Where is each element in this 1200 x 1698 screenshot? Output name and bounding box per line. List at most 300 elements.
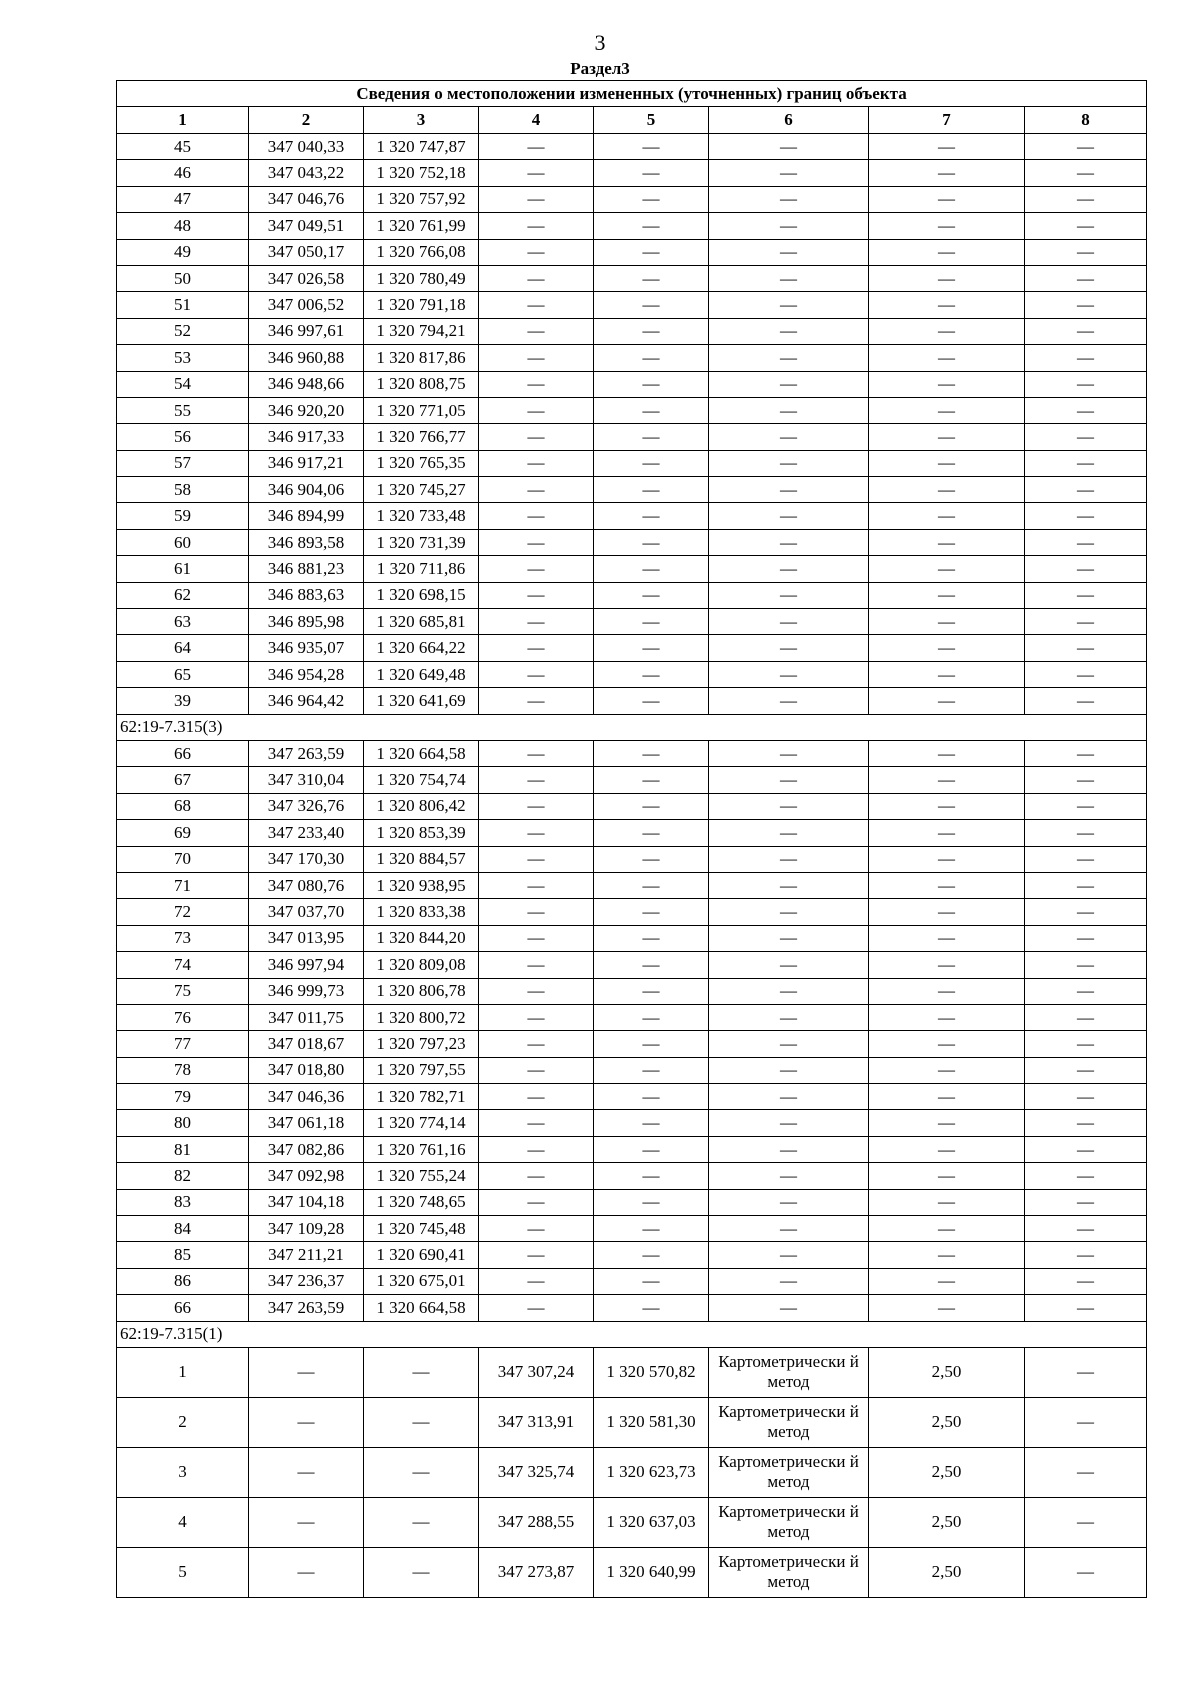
table-row bbox=[117, 1136, 1147, 1162]
coord-x: 347 263,59 bbox=[249, 1295, 364, 1321]
table-row bbox=[117, 450, 1147, 476]
empty-dash: — bbox=[594, 793, 709, 819]
table-row bbox=[117, 186, 1147, 212]
empty-dash: — bbox=[869, 477, 1025, 503]
parcel-section-row bbox=[117, 714, 1147, 740]
empty-dash: — bbox=[364, 1447, 479, 1497]
column-number-row bbox=[117, 107, 1147, 134]
empty-dash: — bbox=[709, 1189, 869, 1215]
empty-dash: — bbox=[869, 160, 1025, 186]
determination-method: Картометрически й метод bbox=[709, 1497, 869, 1547]
coord-x: 346 964,42 bbox=[249, 688, 364, 714]
empty-dash: — bbox=[709, 767, 869, 793]
empty-dash: — bbox=[479, 318, 594, 344]
coord-y: 1 320 664,58 bbox=[364, 1295, 479, 1321]
empty-dash: — bbox=[869, 318, 1025, 344]
empty-dash: — bbox=[479, 1136, 594, 1162]
empty-dash: — bbox=[594, 1268, 709, 1294]
coord-y: 1 320 774,14 bbox=[364, 1110, 479, 1136]
empty-dash: — bbox=[594, 134, 709, 160]
empty-dash: — bbox=[709, 1268, 869, 1294]
empty-dash: — bbox=[869, 899, 1025, 925]
point-number: 47 bbox=[117, 186, 249, 212]
column-header: 8 bbox=[1025, 107, 1147, 134]
coord-x: 347 104,18 bbox=[249, 1189, 364, 1215]
coord-y: 1 320 782,71 bbox=[364, 1084, 479, 1110]
empty-dash: — bbox=[249, 1447, 364, 1497]
coord-y: 1 320 833,38 bbox=[364, 899, 479, 925]
accuracy-value: 2,50 bbox=[869, 1547, 1025, 1597]
table-title-row bbox=[117, 81, 1147, 107]
table-row bbox=[117, 793, 1147, 819]
table-title: Сведения о местоположении измененных (уточненных) границ объекта bbox=[117, 81, 1147, 107]
empty-dash: — bbox=[479, 899, 594, 925]
coord-y: 1 320 664,22 bbox=[364, 635, 479, 661]
new-coord-y: 1 320 640,99 bbox=[594, 1547, 709, 1597]
empty-dash: — bbox=[869, 740, 1025, 766]
accuracy-value: 2,50 bbox=[869, 1497, 1025, 1547]
coord-x: 346 893,58 bbox=[249, 529, 364, 555]
empty-dash: — bbox=[479, 1110, 594, 1136]
empty-dash: — bbox=[479, 767, 594, 793]
table-row bbox=[117, 239, 1147, 265]
coord-x: 347 233,40 bbox=[249, 820, 364, 846]
empty-dash: — bbox=[709, 213, 869, 239]
point-number: 81 bbox=[117, 1136, 249, 1162]
coord-x: 346 960,88 bbox=[249, 345, 364, 371]
coord-y: 1 320 808,75 bbox=[364, 371, 479, 397]
empty-dash: — bbox=[594, 1031, 709, 1057]
empty-dash: — bbox=[594, 186, 709, 212]
empty-dash: — bbox=[869, 1216, 1025, 1242]
point-number: 85 bbox=[117, 1242, 249, 1268]
empty-dash: — bbox=[869, 1110, 1025, 1136]
empty-dash: — bbox=[1025, 1004, 1147, 1030]
empty-dash: — bbox=[1025, 1547, 1147, 1597]
empty-dash: — bbox=[1025, 371, 1147, 397]
empty-dash: — bbox=[709, 846, 869, 872]
accuracy-value: 2,50 bbox=[869, 1447, 1025, 1497]
empty-dash: — bbox=[1025, 1268, 1147, 1294]
table-row bbox=[117, 978, 1147, 1004]
empty-dash: — bbox=[869, 1189, 1025, 1215]
empty-dash: — bbox=[364, 1547, 479, 1597]
empty-dash: — bbox=[479, 661, 594, 687]
table-row bbox=[117, 1057, 1147, 1083]
empty-dash: — bbox=[249, 1497, 364, 1547]
table-row bbox=[117, 1397, 1147, 1447]
table-row bbox=[117, 160, 1147, 186]
point-number: 82 bbox=[117, 1163, 249, 1189]
empty-dash: — bbox=[709, 1110, 869, 1136]
table-row bbox=[117, 213, 1147, 239]
coord-x: 347 018,80 bbox=[249, 1057, 364, 1083]
table-row bbox=[117, 1295, 1147, 1321]
coord-x: 346 917,21 bbox=[249, 450, 364, 476]
coord-y: 1 320 698,15 bbox=[364, 582, 479, 608]
coord-y: 1 320 771,05 bbox=[364, 397, 479, 423]
parcel-section-row bbox=[117, 1321, 1147, 1347]
table-row bbox=[117, 635, 1147, 661]
point-number: 69 bbox=[117, 820, 249, 846]
empty-dash: — bbox=[869, 371, 1025, 397]
point-number: 83 bbox=[117, 1189, 249, 1215]
empty-dash: — bbox=[1025, 872, 1147, 898]
point-number: 62 bbox=[117, 582, 249, 608]
table-row bbox=[117, 952, 1147, 978]
empty-dash: — bbox=[1025, 1189, 1147, 1215]
empty-dash: — bbox=[479, 740, 594, 766]
new-coord-x: 347 313,91 bbox=[479, 1397, 594, 1447]
table-row bbox=[117, 1497, 1147, 1547]
empty-dash: — bbox=[709, 820, 869, 846]
empty-dash: — bbox=[594, 582, 709, 608]
empty-dash: — bbox=[594, 1136, 709, 1162]
point-number: 52 bbox=[117, 318, 249, 344]
coord-x: 347 049,51 bbox=[249, 213, 364, 239]
empty-dash: — bbox=[869, 1268, 1025, 1294]
empty-dash: — bbox=[869, 292, 1025, 318]
empty-dash: — bbox=[1025, 477, 1147, 503]
table-row bbox=[117, 1216, 1147, 1242]
coord-x: 347 018,67 bbox=[249, 1031, 364, 1057]
point-number: 68 bbox=[117, 793, 249, 819]
coord-x: 346 894,99 bbox=[249, 503, 364, 529]
point-number: 64 bbox=[117, 635, 249, 661]
coord-x: 346 895,98 bbox=[249, 609, 364, 635]
point-number: 3 bbox=[117, 1447, 249, 1497]
coord-y: 1 320 817,86 bbox=[364, 345, 479, 371]
coord-y: 1 320 649,48 bbox=[364, 661, 479, 687]
coord-y: 1 320 641,69 bbox=[364, 688, 479, 714]
empty-dash: — bbox=[1025, 1447, 1147, 1497]
empty-dash: — bbox=[479, 688, 594, 714]
empty-dash: — bbox=[1025, 688, 1147, 714]
empty-dash: — bbox=[869, 609, 1025, 635]
point-number: 61 bbox=[117, 556, 249, 582]
empty-dash: — bbox=[594, 477, 709, 503]
coord-x: 347 170,30 bbox=[249, 846, 364, 872]
coord-y: 1 320 761,99 bbox=[364, 213, 479, 239]
table-row bbox=[117, 1347, 1147, 1397]
empty-dash: — bbox=[869, 872, 1025, 898]
coord-x: 346 883,63 bbox=[249, 582, 364, 608]
point-number: 53 bbox=[117, 345, 249, 371]
empty-dash: — bbox=[869, 1136, 1025, 1162]
empty-dash: — bbox=[364, 1397, 479, 1447]
point-number: 54 bbox=[117, 371, 249, 397]
empty-dash: — bbox=[869, 1084, 1025, 1110]
empty-dash: — bbox=[1025, 1216, 1147, 1242]
empty-dash: — bbox=[709, 1295, 869, 1321]
point-number: 70 bbox=[117, 846, 249, 872]
empty-dash: — bbox=[594, 397, 709, 423]
empty-dash: — bbox=[709, 239, 869, 265]
coord-x: 346 904,06 bbox=[249, 477, 364, 503]
empty-dash: — bbox=[594, 1295, 709, 1321]
new-coord-x: 347 325,74 bbox=[479, 1447, 594, 1497]
table-row bbox=[117, 1004, 1147, 1030]
coord-x: 347 040,33 bbox=[249, 134, 364, 160]
empty-dash: — bbox=[479, 846, 594, 872]
empty-dash: — bbox=[709, 582, 869, 608]
empty-dash: — bbox=[1025, 239, 1147, 265]
empty-dash: — bbox=[709, 397, 869, 423]
point-number: 66 bbox=[117, 740, 249, 766]
empty-dash: — bbox=[709, 925, 869, 951]
point-number: 4 bbox=[117, 1497, 249, 1547]
boundary-coordinates-table bbox=[116, 80, 1147, 1598]
empty-dash: — bbox=[709, 1084, 869, 1110]
parcel-section-label: 62:19-7.315(1) bbox=[117, 1321, 1147, 1347]
empty-dash: — bbox=[479, 186, 594, 212]
empty-dash: — bbox=[594, 872, 709, 898]
empty-dash: — bbox=[869, 925, 1025, 951]
table-row bbox=[117, 609, 1147, 635]
empty-dash: — bbox=[1025, 424, 1147, 450]
empty-dash: — bbox=[869, 1242, 1025, 1268]
point-number: 80 bbox=[117, 1110, 249, 1136]
table-row bbox=[117, 740, 1147, 766]
empty-dash: — bbox=[709, 978, 869, 1004]
coord-x: 347 043,22 bbox=[249, 160, 364, 186]
empty-dash: — bbox=[709, 688, 869, 714]
empty-dash: — bbox=[479, 503, 594, 529]
empty-dash: — bbox=[594, 318, 709, 344]
table-row bbox=[117, 1189, 1147, 1215]
accuracy-value: 2,50 bbox=[869, 1347, 1025, 1397]
point-number: 78 bbox=[117, 1057, 249, 1083]
empty-dash: — bbox=[709, 952, 869, 978]
empty-dash: — bbox=[709, 1242, 869, 1268]
empty-dash: — bbox=[1025, 1347, 1147, 1397]
empty-dash: — bbox=[1025, 265, 1147, 291]
empty-dash: — bbox=[869, 635, 1025, 661]
point-number: 77 bbox=[117, 1031, 249, 1057]
empty-dash: — bbox=[594, 160, 709, 186]
new-coord-x: 347 307,24 bbox=[479, 1347, 594, 1397]
empty-dash: — bbox=[1025, 767, 1147, 793]
empty-dash: — bbox=[709, 371, 869, 397]
empty-dash: — bbox=[1025, 292, 1147, 318]
point-number: 66 bbox=[117, 1295, 249, 1321]
empty-dash: — bbox=[1025, 740, 1147, 766]
empty-dash: — bbox=[869, 661, 1025, 687]
empty-dash: — bbox=[869, 503, 1025, 529]
empty-dash: — bbox=[479, 1004, 594, 1030]
coord-y: 1 320 761,16 bbox=[364, 1136, 479, 1162]
table-row bbox=[117, 397, 1147, 423]
empty-dash: — bbox=[594, 952, 709, 978]
empty-dash: — bbox=[709, 160, 869, 186]
column-header: 6 bbox=[709, 107, 869, 134]
empty-dash: — bbox=[709, 345, 869, 371]
column-header: 3 bbox=[364, 107, 479, 134]
coord-x: 347 061,18 bbox=[249, 1110, 364, 1136]
empty-dash: — bbox=[594, 239, 709, 265]
empty-dash: — bbox=[869, 952, 1025, 978]
determination-method: Картометрически й метод bbox=[709, 1447, 869, 1497]
empty-dash: — bbox=[594, 450, 709, 476]
empty-dash: — bbox=[869, 529, 1025, 555]
new-coord-x: 347 273,87 bbox=[479, 1547, 594, 1597]
coord-x: 347 050,17 bbox=[249, 239, 364, 265]
coord-x: 346 920,20 bbox=[249, 397, 364, 423]
coord-y: 1 320 797,23 bbox=[364, 1031, 479, 1057]
table-row bbox=[117, 1110, 1147, 1136]
coord-x: 346 997,61 bbox=[249, 318, 364, 344]
table-row bbox=[117, 1084, 1147, 1110]
coord-y: 1 320 711,86 bbox=[364, 556, 479, 582]
empty-dash: — bbox=[869, 767, 1025, 793]
determination-method: Картометрически й метод bbox=[709, 1397, 869, 1447]
coord-x: 347 011,75 bbox=[249, 1004, 364, 1030]
empty-dash: — bbox=[1025, 318, 1147, 344]
coord-x: 347 211,21 bbox=[249, 1242, 364, 1268]
empty-dash: — bbox=[869, 1163, 1025, 1189]
empty-dash: — bbox=[1025, 635, 1147, 661]
empty-dash: — bbox=[594, 1189, 709, 1215]
coord-y: 1 320 844,20 bbox=[364, 925, 479, 951]
empty-dash: — bbox=[594, 1110, 709, 1136]
empty-dash: — bbox=[479, 371, 594, 397]
coord-y: 1 320 938,95 bbox=[364, 872, 479, 898]
empty-dash: — bbox=[594, 1163, 709, 1189]
empty-dash: — bbox=[1025, 529, 1147, 555]
coord-y: 1 320 853,39 bbox=[364, 820, 479, 846]
point-number: 84 bbox=[117, 1216, 249, 1242]
empty-dash: — bbox=[594, 292, 709, 318]
empty-dash: — bbox=[709, 740, 869, 766]
point-number: 56 bbox=[117, 424, 249, 450]
accuracy-value: 2,50 bbox=[869, 1397, 1025, 1447]
empty-dash: — bbox=[479, 160, 594, 186]
table-row bbox=[117, 424, 1147, 450]
new-coord-y: 1 320 623,73 bbox=[594, 1447, 709, 1497]
empty-dash: — bbox=[479, 978, 594, 1004]
empty-dash: — bbox=[1025, 1497, 1147, 1547]
coord-x: 346 999,73 bbox=[249, 978, 364, 1004]
column-header: 7 bbox=[869, 107, 1025, 134]
empty-dash: — bbox=[479, 635, 594, 661]
table-row bbox=[117, 1268, 1147, 1294]
empty-dash: — bbox=[594, 767, 709, 793]
empty-dash: — bbox=[594, 1004, 709, 1030]
empty-dash: — bbox=[594, 609, 709, 635]
empty-dash: — bbox=[594, 899, 709, 925]
empty-dash: — bbox=[869, 345, 1025, 371]
coord-x: 347 046,36 bbox=[249, 1084, 364, 1110]
coord-y: 1 320 748,65 bbox=[364, 1189, 479, 1215]
table-row bbox=[117, 1447, 1147, 1497]
empty-dash: — bbox=[479, 239, 594, 265]
column-header: 4 bbox=[479, 107, 594, 134]
empty-dash: — bbox=[1025, 186, 1147, 212]
empty-dash: — bbox=[1025, 345, 1147, 371]
table-row bbox=[117, 265, 1147, 291]
determination-method: Картометрически й метод bbox=[709, 1547, 869, 1597]
empty-dash: — bbox=[594, 265, 709, 291]
empty-dash: — bbox=[1025, 1110, 1147, 1136]
point-number: 46 bbox=[117, 160, 249, 186]
empty-dash: — bbox=[479, 1268, 594, 1294]
coord-x: 346 917,33 bbox=[249, 424, 364, 450]
empty-dash: — bbox=[869, 265, 1025, 291]
empty-dash: — bbox=[1025, 1397, 1147, 1447]
point-number: 5 bbox=[117, 1547, 249, 1597]
point-number: 60 bbox=[117, 529, 249, 555]
empty-dash: — bbox=[479, 1057, 594, 1083]
parcel-section-label: 62:19-7.315(3) bbox=[117, 714, 1147, 740]
coord-y: 1 320 794,21 bbox=[364, 318, 479, 344]
table-row bbox=[117, 556, 1147, 582]
empty-dash: — bbox=[479, 424, 594, 450]
empty-dash: — bbox=[869, 239, 1025, 265]
empty-dash: — bbox=[249, 1547, 364, 1597]
table-row bbox=[117, 134, 1147, 160]
empty-dash: — bbox=[709, 635, 869, 661]
empty-dash: — bbox=[1025, 1163, 1147, 1189]
empty-dash: — bbox=[479, 265, 594, 291]
coord-y: 1 320 675,01 bbox=[364, 1268, 479, 1294]
coord-y: 1 320 791,18 bbox=[364, 292, 479, 318]
empty-dash: — bbox=[709, 1163, 869, 1189]
empty-dash: — bbox=[1025, 503, 1147, 529]
point-number: 48 bbox=[117, 213, 249, 239]
empty-dash: — bbox=[709, 265, 869, 291]
table-row bbox=[117, 688, 1147, 714]
coord-y: 1 320 664,58 bbox=[364, 740, 479, 766]
empty-dash: — bbox=[1025, 1136, 1147, 1162]
point-number: 55 bbox=[117, 397, 249, 423]
table-row bbox=[117, 582, 1147, 608]
empty-dash: — bbox=[479, 582, 594, 608]
coord-x: 347 046,76 bbox=[249, 186, 364, 212]
empty-dash: — bbox=[479, 529, 594, 555]
empty-dash: — bbox=[1025, 1084, 1147, 1110]
empty-dash: — bbox=[479, 925, 594, 951]
table-row bbox=[117, 661, 1147, 687]
coord-x: 347 037,70 bbox=[249, 899, 364, 925]
table-row bbox=[117, 345, 1147, 371]
empty-dash: — bbox=[479, 1242, 594, 1268]
empty-dash: — bbox=[1025, 978, 1147, 1004]
empty-dash: — bbox=[869, 793, 1025, 819]
empty-dash: — bbox=[1025, 609, 1147, 635]
table-row bbox=[117, 1242, 1147, 1268]
page-number: 3 bbox=[594, 30, 606, 55]
coord-x: 346 954,28 bbox=[249, 661, 364, 687]
empty-dash: — bbox=[479, 397, 594, 423]
table-row bbox=[117, 899, 1147, 925]
table-row bbox=[117, 820, 1147, 846]
empty-dash: — bbox=[1025, 925, 1147, 951]
coord-y: 1 320 800,72 bbox=[364, 1004, 479, 1030]
point-number: 75 bbox=[117, 978, 249, 1004]
empty-dash: — bbox=[479, 952, 594, 978]
coord-y: 1 320 884,57 bbox=[364, 846, 479, 872]
table-row bbox=[117, 529, 1147, 555]
new-coord-y: 1 320 637,03 bbox=[594, 1497, 709, 1547]
empty-dash: — bbox=[479, 1031, 594, 1057]
empty-dash: — bbox=[479, 556, 594, 582]
table-row bbox=[117, 1547, 1147, 1597]
empty-dash: — bbox=[709, 1004, 869, 1030]
coord-y: 1 320 797,55 bbox=[364, 1057, 479, 1083]
coord-y: 1 320 780,49 bbox=[364, 265, 479, 291]
empty-dash: — bbox=[869, 1004, 1025, 1030]
empty-dash: — bbox=[709, 529, 869, 555]
